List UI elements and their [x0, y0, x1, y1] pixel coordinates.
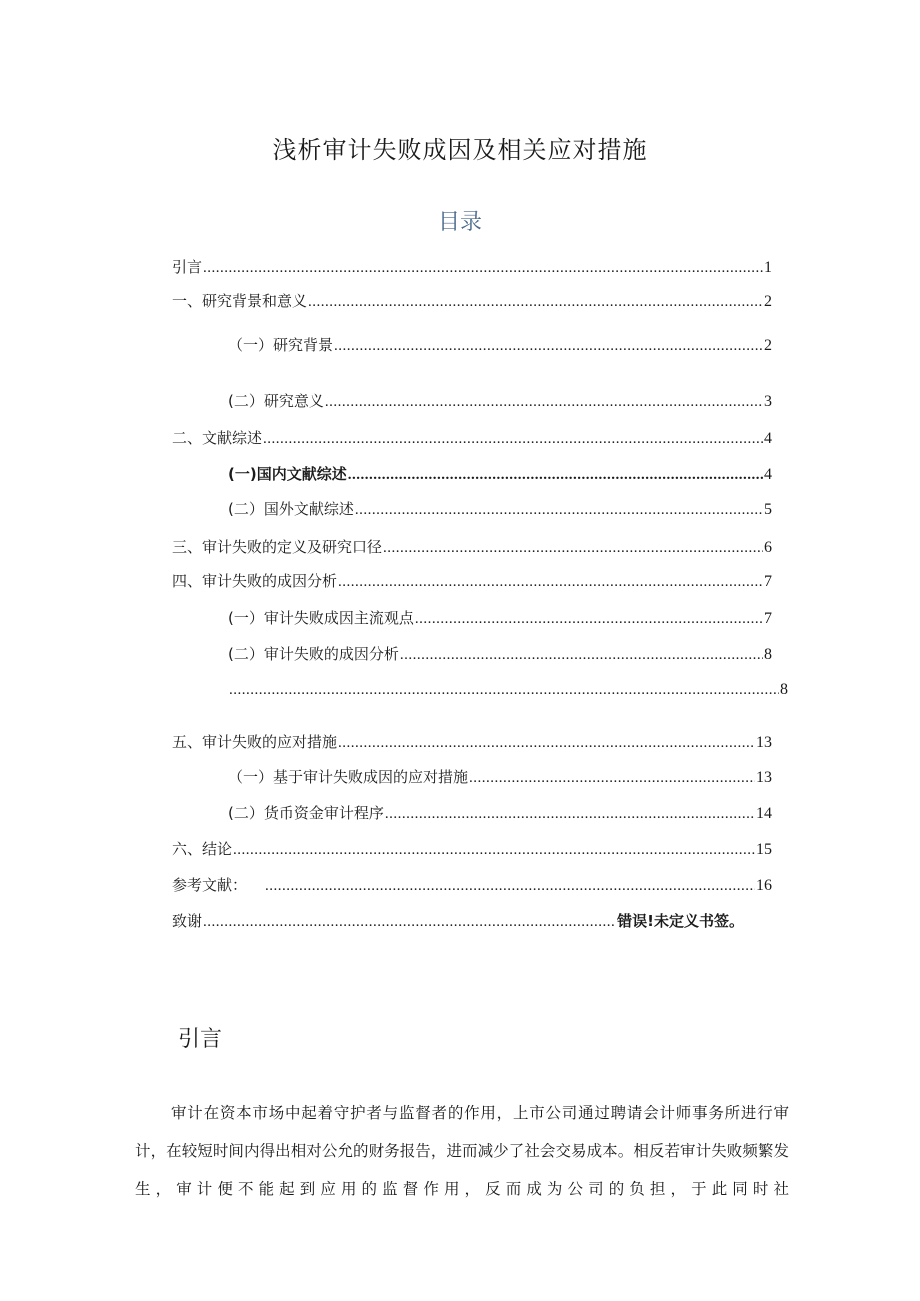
toc-entry[interactable] — [228, 463, 772, 484]
toc-entry[interactable] — [172, 874, 772, 895]
toc-leader-dots — [385, 806, 755, 823]
toc-entry-page: 14 — [756, 805, 772, 822]
toc-entry[interactable] — [172, 838, 772, 859]
toc-leader-dots — [265, 878, 755, 895]
toc-leader-dots — [229, 682, 779, 699]
toc-entry-label: 引言 — [172, 258, 203, 276]
toc-leader-dots — [308, 294, 763, 311]
toc-entry[interactable] — [172, 570, 772, 591]
toc-leader-dots — [469, 770, 755, 787]
toc-entry[interactable] — [228, 766, 772, 787]
toc-entry[interactable] — [172, 731, 772, 752]
toc-entry-label: (二）研究意义 — [228, 392, 324, 410]
toc-entry[interactable] — [228, 607, 772, 628]
toc-entry[interactable] — [172, 536, 772, 557]
toc-leader-dots — [325, 394, 763, 411]
toc-entry-page: 16 — [756, 877, 772, 894]
toc-entry-page: 3 — [764, 393, 772, 410]
toc-entry-label: (一）审计失败成因主流观点 — [228, 609, 414, 627]
toc-entry-label: 一、研究背景和意义 — [172, 292, 308, 310]
toc-entry-label: 四、审计失败的成因分析 — [172, 572, 338, 590]
toc-entry-label: 三、审计失败的定义及研究口径 — [172, 538, 383, 556]
toc-entry-label: (二）货币资金审计程序 — [228, 804, 384, 822]
toc-entry-label: 致谢 — [172, 912, 203, 930]
toc-entry-page: 13 — [756, 734, 772, 751]
toc-entry-label: 参考文献： — [172, 876, 248, 894]
toc-leader-dots — [203, 914, 616, 931]
toc-entry-label: （一）研究背景 — [228, 336, 334, 354]
toc-entry-page: 8 — [764, 646, 772, 663]
toc-entry-page: 1 — [764, 259, 772, 276]
toc-leader-dots — [263, 431, 763, 448]
toc-entry[interactable] — [228, 643, 772, 664]
toc-leader-dots — [338, 574, 763, 591]
toc-entry[interactable] — [172, 427, 772, 448]
toc-entry-label: (二）国外文献综述 — [228, 500, 354, 518]
document-title: 浅析审计失败成因及相关应对措施 — [272, 136, 648, 164]
toc-entry-page: 7 — [764, 573, 772, 590]
toc-entry-page: 2 — [764, 337, 772, 354]
toc-entry-page: 错误!未定义书签。 — [617, 912, 744, 930]
toc-entry[interactable] — [172, 910, 744, 931]
section-heading-intro: 引言 — [178, 1027, 223, 1052]
intro-paragraph: 审计在资本市场中起着守护者与监督者的作用，上市公司通过聘请会计师事务所进行审计，在较短时间内得出相对公允的财务报告，进而减少了社会交易成本。相反若审计失败频繁发生，审计便不能起到应用的监督作用，反而成为公司的负担，于此同时社 — [135, 1104, 789, 1198]
toc-entry-page: 8 — [780, 681, 788, 698]
toc-entry-page: 13 — [756, 769, 772, 786]
toc-entry-label: （一）基于审计失败成因的应对措施 — [228, 768, 469, 786]
toc-entry[interactable] — [228, 390, 772, 411]
toc-leader-dots — [400, 647, 763, 664]
toc-leader-dots — [203, 260, 763, 277]
toc-entry-label: (一)国内文献综述 — [228, 465, 347, 483]
toc-entry[interactable] — [228, 334, 772, 355]
toc-leader-dots — [334, 338, 763, 355]
toc-entry-label: 二、文献综述 — [172, 429, 263, 447]
toc-entry[interactable] — [228, 498, 772, 519]
toc-entry-page: 4 — [764, 430, 772, 447]
toc-entry-label: (二）审计失败的成因分析 — [228, 645, 399, 663]
toc-entry-page: 2 — [764, 293, 772, 310]
toc-entry-page: 7 — [764, 610, 772, 627]
toc-entry-page: 5 — [764, 501, 772, 518]
toc-leader-dots — [355, 502, 763, 519]
toc-leader-dots — [338, 735, 755, 752]
toc-entry-page: 15 — [756, 841, 772, 858]
toc-entry[interactable] — [228, 802, 772, 823]
toc-entry-page: 6 — [764, 539, 772, 556]
toc-entry-label: 五、审计失败的应对措施 — [172, 733, 338, 751]
toc-leader-dots — [415, 611, 763, 628]
toc-entry[interactable] — [172, 290, 772, 311]
toc-leader-dots — [233, 842, 755, 859]
toc-leader-dots — [383, 540, 763, 557]
toc-heading: 目录 — [437, 210, 482, 235]
toc-leader-dots — [348, 467, 763, 484]
toc-entry[interactable] — [172, 256, 772, 277]
toc-entry-page: 4 — [764, 466, 772, 483]
toc-entry-label: 六、结论 — [172, 840, 233, 858]
toc-entry[interactable] — [228, 681, 788, 699]
